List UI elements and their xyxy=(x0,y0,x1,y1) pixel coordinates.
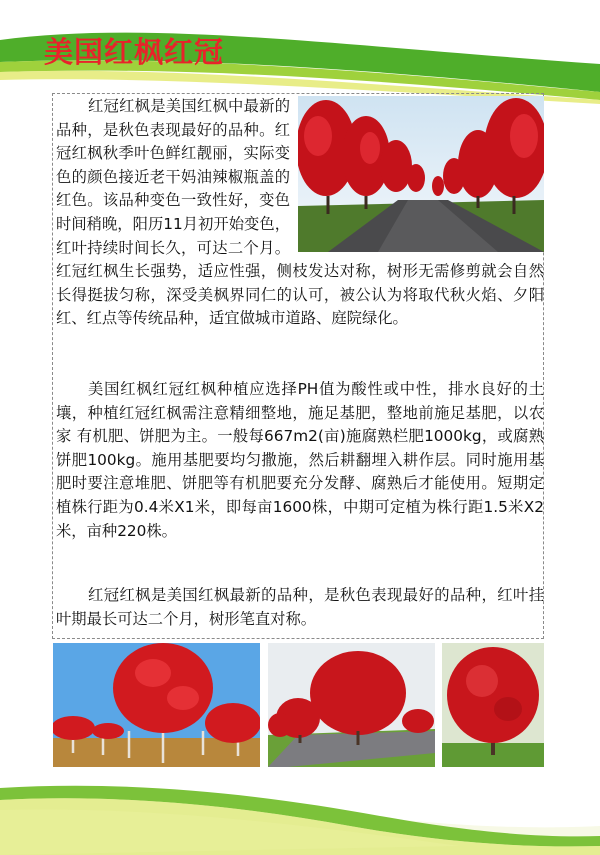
paragraph-intro-text: 红冠红枫是美国红枫中最新的品种，是秋色表现最好的品种。红冠红枫秋季叶色鲜红靓丽，实际变色的颜色接近老干妈油辣椒瓶盖的红色。该品种变色一致性好，变色时间稍晚，阳历11月初开始变色，红叶持续时间长久，可达二个月。红冠红枫生长强势，适应性强，侧枝发达对称，树形无需修剪就会自然长得挺拔匀称，深受美枫界同仁的认可，被公认为将取代秋火焰、夕阳红、红点等传统品种，适宜做城市道路、庭院绿化。 xyxy=(56,97,544,328)
page-title: 美国红枫红冠 xyxy=(44,35,225,69)
maple-nursery-photo xyxy=(53,643,260,767)
single-maple-photo xyxy=(442,643,544,767)
bottom-green-swoosh xyxy=(0,760,600,855)
paragraph-intro xyxy=(56,95,544,331)
paragraph-summary: 红冠红枫是美国红枫最新的品种，是秋色表现最好的品种，红叶挂叶期最长可达二个月，树形笔直对称。 xyxy=(56,586,544,628)
red-maple-road-photo xyxy=(298,96,544,252)
paragraph-planting: 美国红枫红冠红枫种植应选择PH值为酸性或中性，排水良好的土壤，种植红冠红枫需注意精细整地，施足基肥，整地前施足基肥，以农家 有机肥、饼肥为主。一般每667m2(亩)施腐熟栏肥1000kg，或腐熟饼肥100kg。施用基肥要均匀撒施，然后耕翻埋入耕作层。同时施用基肥时要注意堆肥、饼肥等有机肥要充分发酵、腐熟后才能使用。短期定植株行距为0.4米X1米，即每亩1600株，中期可定植为株行距1.5米X2米，亩种220株。 xyxy=(56,380,544,540)
maple-avenue-photo xyxy=(268,643,435,767)
